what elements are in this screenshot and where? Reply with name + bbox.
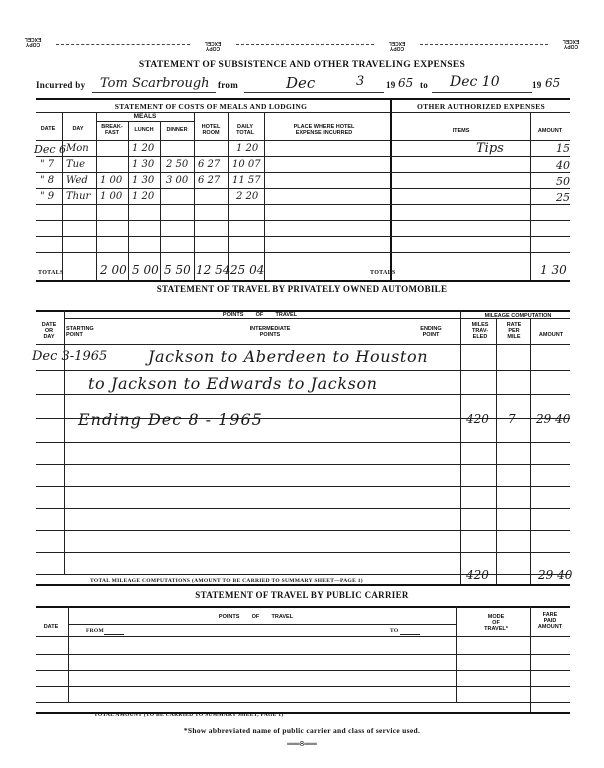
meal-row-lunch[interactable]: 1 20 xyxy=(132,143,155,154)
meal-row-hotel[interactable]: 6 27 xyxy=(198,175,221,186)
incurred-by-name[interactable]: Tom Scarbrough xyxy=(100,76,210,91)
col-date-header: DATE xyxy=(40,126,56,132)
col-breakfast-header: BREAK- FAST xyxy=(101,124,123,136)
carrier-from-label: FROM xyxy=(86,628,105,634)
auto-line-route[interactable]: to Jackson to Edwards to Jackson xyxy=(88,374,378,393)
total-lunch: 5 00 xyxy=(132,263,159,277)
carrier-mode-header: MODE OF TRAVEL* xyxy=(484,614,508,632)
to-year-prefix: 19 xyxy=(532,80,542,90)
auto-intermediate-header: INTERMEDIATE POINTS xyxy=(249,326,291,338)
meal-row-breakfast[interactable]: 1 00 xyxy=(100,191,123,202)
carrier-section-title: STATEMENT OF TRAVEL BY PUBLIC CARRIER xyxy=(195,590,409,600)
carrier-total-label: TOTAL AMOUNT (TO BE CARRIED TO SUMMARY SHEET, PAGE 1) xyxy=(94,712,284,718)
meal-row-dinner[interactable]: 2 50 xyxy=(166,159,189,170)
to-date[interactable]: Dec 10 xyxy=(450,74,500,90)
total-dinner: 5 50 xyxy=(164,263,191,277)
auto-total-amount: 29 40 xyxy=(538,568,573,582)
col-place-header: PLACE WHERE HOTEL EXPENSE INCURRED xyxy=(293,124,355,136)
col-daily-header: DAILY TOTAL xyxy=(236,124,254,136)
copy-mark-right: COPY EXCEL xyxy=(562,38,580,49)
total-hotel: 12 54 xyxy=(196,263,231,277)
other-item[interactable]: Tips xyxy=(476,141,504,156)
meals-totals-label: TOTALS xyxy=(38,270,64,276)
meal-row-hotel[interactable]: 6 27 xyxy=(198,159,221,170)
meal-row-date[interactable]: " 7 xyxy=(40,159,55,170)
col-lunch-header: LUNCH xyxy=(134,127,154,133)
copy-mark-mid1: COPY EXCEL xyxy=(204,40,222,51)
meals-header: MEALS xyxy=(133,113,157,120)
carrier-to-label: TO xyxy=(390,628,399,634)
other-section-title: OTHER AUTHORIZED EXPENSES xyxy=(417,102,545,111)
col-amount-header: AMOUNT xyxy=(537,128,563,134)
auto-rate[interactable]: 7 xyxy=(508,412,516,426)
other-totals-label: TOTALS xyxy=(370,270,396,276)
meal-row-daily[interactable]: 11 57 xyxy=(232,175,261,186)
other-amount[interactable]: 50 xyxy=(556,175,570,188)
auto-amount-header: AMOUNT xyxy=(538,332,564,338)
auto-line-route[interactable]: Ending Dec 8 - 1965 xyxy=(78,410,263,429)
carrier-fare-header: FARE PAID AMOUNT xyxy=(537,612,563,630)
meal-row-day[interactable]: Wed xyxy=(66,175,88,186)
meal-row-day[interactable]: Thur xyxy=(66,191,91,202)
auto-miles[interactable]: 420 xyxy=(466,412,489,426)
footer-mark: ═══8═══ xyxy=(287,740,317,748)
perforation-line xyxy=(420,44,548,45)
auto-line-route[interactable]: Jackson to Aberdeen to Houston xyxy=(148,347,429,366)
meal-row-daily[interactable]: 1 20 xyxy=(236,143,259,154)
meals-section-title: STATEMENT OF COSTS OF MEALS AND LODGING xyxy=(114,102,308,111)
meal-row-daily[interactable]: 10 07 xyxy=(232,159,261,170)
form-title: STATEMENT OF SUBSISTENCE AND OTHER TRAVELING EXPENSES xyxy=(138,60,466,70)
from-year-prefix: 19 xyxy=(386,80,396,90)
auto-points-of-travel: POINTS OF TRAVEL xyxy=(222,312,298,318)
meal-row-breakfast[interactable]: 1 00 xyxy=(100,175,123,186)
col-items-header: ITEMS xyxy=(452,128,470,134)
other-amount[interactable]: 15 xyxy=(556,142,570,155)
from-day[interactable]: 3 xyxy=(356,74,365,89)
auto-amount[interactable]: 29 40 xyxy=(536,412,571,426)
total-breakfast: 2 00 xyxy=(100,263,127,277)
to-label: to xyxy=(420,80,429,90)
auto-total-miles: 420 xyxy=(466,568,489,582)
auto-rate-header: RATE PER MILE xyxy=(506,322,522,340)
total-daily: 25 04 xyxy=(230,263,265,277)
col-dinner-header: DINNER xyxy=(166,127,188,133)
incurred-label: Incurred by xyxy=(36,80,86,90)
col-day-header: DAY xyxy=(72,126,84,132)
from-month[interactable]: Dec xyxy=(286,74,316,92)
copy-mark-left: COPY EXCEL xyxy=(24,36,42,47)
auto-ending-header: ENDING POINT xyxy=(420,326,442,338)
to-year[interactable]: 65 xyxy=(545,76,561,90)
perforation-line xyxy=(236,44,374,45)
col-hotel-header: HOTEL ROOM xyxy=(201,124,221,136)
meal-row-day[interactable]: Tue xyxy=(66,159,86,170)
footnote: *Show abbreviated name of public carrier and class of service used. xyxy=(183,726,421,735)
auto-miles-header: MILES TRAV- ELED xyxy=(471,322,489,340)
auto-total-label: TOTAL MILEAGE COMPUTATIONS (AMOUNT TO BE CARRIED TO SUMMARY SHEET—PAGE 1) xyxy=(90,578,363,584)
meal-row-day[interactable]: Mon xyxy=(66,143,89,154)
from-year[interactable]: 65 xyxy=(398,76,414,90)
copy-mark-mid2: COPY EXCEL xyxy=(388,40,406,51)
meal-row-lunch[interactable]: 1 30 xyxy=(132,159,155,170)
meal-row-daily[interactable]: 2 20 xyxy=(236,191,259,202)
auto-line-date[interactable]: Dec 3-1965 xyxy=(32,349,108,364)
other-amount[interactable]: 25 xyxy=(556,191,570,204)
auto-section-title: STATEMENT OF TRAVEL BY PRIVATELY OWNED AUTOMOBILE xyxy=(156,284,448,294)
meal-row-date[interactable]: Dec 6 xyxy=(34,143,66,156)
meal-row-dinner[interactable]: 3 00 xyxy=(166,175,189,186)
mileage-computation-header: MILEAGE COMPUTATION xyxy=(484,313,552,319)
carrier-points-of-travel: POINTS OF TRAVEL xyxy=(218,614,294,620)
meal-row-date[interactable]: " 9 xyxy=(40,191,55,202)
auto-date-header: DATE OR DAY xyxy=(41,322,57,340)
from-label: from xyxy=(218,80,239,90)
perforation-line xyxy=(56,44,190,45)
meal-row-lunch[interactable]: 1 30 xyxy=(132,175,155,186)
other-total: 1 30 xyxy=(540,263,567,277)
other-amount[interactable]: 40 xyxy=(556,159,570,172)
meal-row-lunch[interactable]: 1 20 xyxy=(132,191,155,202)
carrier-date-header: DATE xyxy=(43,624,59,630)
meal-row-date[interactable]: " 8 xyxy=(40,175,55,186)
auto-starting-header: STARTING POINT xyxy=(66,326,94,338)
